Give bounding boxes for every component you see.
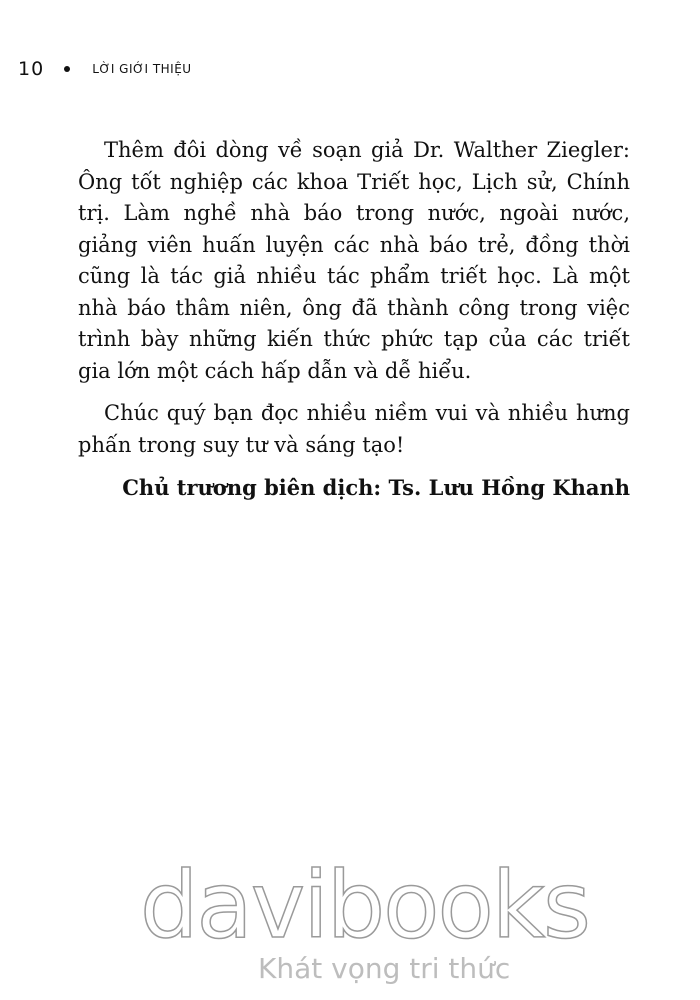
page-header [18, 58, 192, 80]
translator-signature: Chủ trương biên dịch: Ts. Lưu Hồng Khanh [122, 475, 630, 500]
watermark-logo: davibooks [140, 852, 589, 959]
paragraph-wishes: Chúc quý bạn đọc nhiều niềm vui và nhiều hưng phấn trong suy tư và sáng tạo! [78, 401, 630, 457]
paragraph-about-author: Thêm đôi dòng về soạn giả Dr. Walther Ziegler: Ông tốt nghiệp các khoa Triết học, Lịch sử, Chính trị. Làm nghề nhà báo trong nước, ngoài nước, giảng viên huấn luyện các nhà báo trẻ, đồng thời cũng là tác giả nhiều tác phẩm triết học. Là một nhà báo thâm niên, ông đã thành công trong việc trình bày những kiến thức phức tạp của các triết gia lớn một cách hấp dẫn và dễ hiểu. [78, 138, 630, 383]
page-number: 10 [18, 58, 45, 80]
page-body [78, 135, 630, 504]
watermark-slogan: Khát vọng tri thức [258, 952, 511, 985]
watermark [140, 852, 589, 985]
bullet-separator [64, 66, 70, 72]
section-title: LỜI GIỚI THIỆU [92, 62, 192, 76]
